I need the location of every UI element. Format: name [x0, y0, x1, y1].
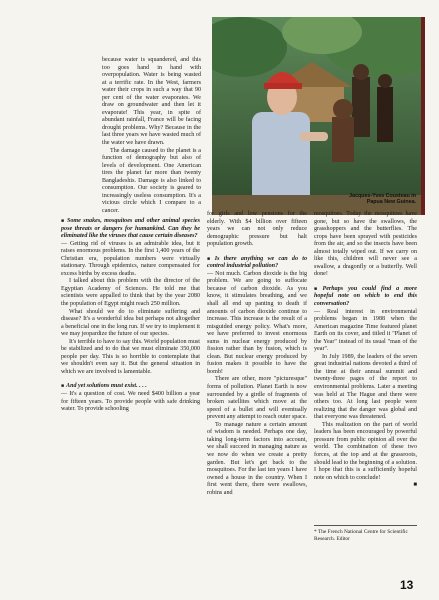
paragraph: It's terrible to have to say this. World population must be stabilized and to do that we must eliminate 350,000 people per day. This is so horrible to contemplate that we shouldn't even say it. But the general situation in which we are involved is lamentable. [61, 338, 200, 375]
paragraph: for girls and low pensions for the elderly. With $4 billion over fifteen years we can not only reduce demographic pressure but halt population growth. [207, 211, 307, 248]
column-2 [207, 211, 307, 497]
paragraph: because water is squandered, and this too goes hand in hand with overpopulation. Water is being wasted at a terrific rate. In the West, farmers water their crops in such a way that 90 per cent of the water evaporates. We draw on groundwater and then let it evaporate! This year, in spite of abundant rainfall, France will be facing drought problems. Why? Because in the last three years we have wasted much of the water we have drawn. [102, 57, 201, 147]
interview-question: ■ Is there anything we can do to control industrial pollution? [207, 255, 308, 270]
paragraph: To manage nature a certain amount of wisdom is needed. Perhaps one day, taking long-term factors into account, we shall succeed in managing nature as we now do when we create a pretty garden. But let's get back to the mosquitoes. For the last ten years I have owned a house in the country. When I first went there, there were swallows, robins and [207, 421, 307, 496]
question-marker: ■ [314, 286, 321, 292]
paragraph: What should we do to eliminate suffering and disease? It's a wonderful idea but perhaps not altogether a beneficial one in the long run. If we try to implement it we may jeopardize the future of our species. [61, 308, 200, 338]
page-number: 13 [400, 578, 414, 592]
paragraph: — Real interest in environmental problems began in 1988 when the American magazine Time featured planet Earth on its cover, and titled it "Planet of the Year" instead of its usual "man of the year". [314, 308, 417, 353]
paragraph: In July 1989, the leaders of the seven great industrial nations devoted a third of the time at their annual summit and twenty-three pages of the report to environmental problems. Later a meeting was held at The Hague and there were others too. At long last people were realizing that the danger was global and that everyone was threatened. [314, 353, 417, 421]
paragraph: mosquitoes. Today the mosquitoes have gone, but so have the swallows, the grasshoppers and the butterflies. The crops have been sprayed with pesticides from the air, and so the insects have been almost totally wiped out. If we carry on like this, children will never see a swallow, a dragonfly or a butterfly. Well done! [314, 211, 417, 278]
column-1-upper [102, 57, 201, 215]
interview-question: ■ Some snakes, mosquitoes and other animal species pose threats or dangers for humankind. Can they be eliminated like the viruses that cause certain diseases? [61, 218, 200, 240]
cousteau-photo [212, 17, 425, 215]
question-marker: ■ [61, 384, 65, 390]
column-3 [314, 211, 417, 490]
paragraph: — It's a question of cost. We need $400 billion a year for fifteen years. To provide people with safe drinking water. To provide schooling [61, 391, 200, 413]
paragraph: The damage caused to the planet is a function of demography but also of levels of development. One American tires the planet far more than twenty Bangladeshis. Damage is also linked to consumption. Our society is geared to increasingly useless consumption. It's a vicious circle which I compare to a cancer. [102, 147, 201, 214]
paragraph: I talked about this problem with the director of the Egyptian Academy of Sciences. He told me that scientists were appalled to think that by the year 2080 the population of Egypt might reach 250 million. [61, 278, 200, 308]
paragraph: This realization on the part of world leaders has been encouraged by powerful pressure from public opinion all over the world. The combination of these two forces, at the top and at the grassroots, should lead to the beginning of a solution. I hope that this is a sufficiently hopeful note on which to conclude! [314, 421, 417, 481]
paragraph: — Getting rid of viruses is an admirable idea, but it raises enormous problems. In the first 1,400 years of the Christian era, population numbers were virtually stationary. Through epidemics, nature compensated for excess births by excess deaths. [61, 240, 200, 277]
paragraph: — Not much. Carbon dioxide is the big problem. We are going to suffocate because of carbon dioxide. As you know, it stimulates breathing, and we shall all end up panting to death if amounts of carbon dioxide continue to increase. This increase is the result of a misguided energy policy. What's more, we have preferred to invest enormous sums in nuclear energy produced by fission rather than by fusion, which is clean. But nuclear energy produced by fusion makes it possible to have the bomb! [207, 270, 307, 375]
interview-question: ■ And yet solutions must exist. . . . [61, 383, 147, 390]
column-1-lower [61, 211, 200, 414]
end-mark: ■ [413, 482, 417, 489]
question-marker: ■ [207, 256, 213, 262]
question-marker: ■ [61, 219, 65, 224]
interview-question: ■ Perhaps you could find a more hopeful note on which to end this conversation? [314, 285, 418, 308]
paragraph: There are other, more "picturesque" forms of pollution. Planet Earth is now surrounded by a girdle of fragments of broken satellites which move at the speed of a bullet and will eventually prevent any attempt to reach outer space. [207, 376, 307, 421]
photo-caption: Jacques-Yves Cousteau in Papua New Guinea. [349, 193, 416, 206]
photo-illustration [212, 17, 421, 215]
footnote: * The French National Centre for Scientific Research. Editor [314, 525, 417, 543]
